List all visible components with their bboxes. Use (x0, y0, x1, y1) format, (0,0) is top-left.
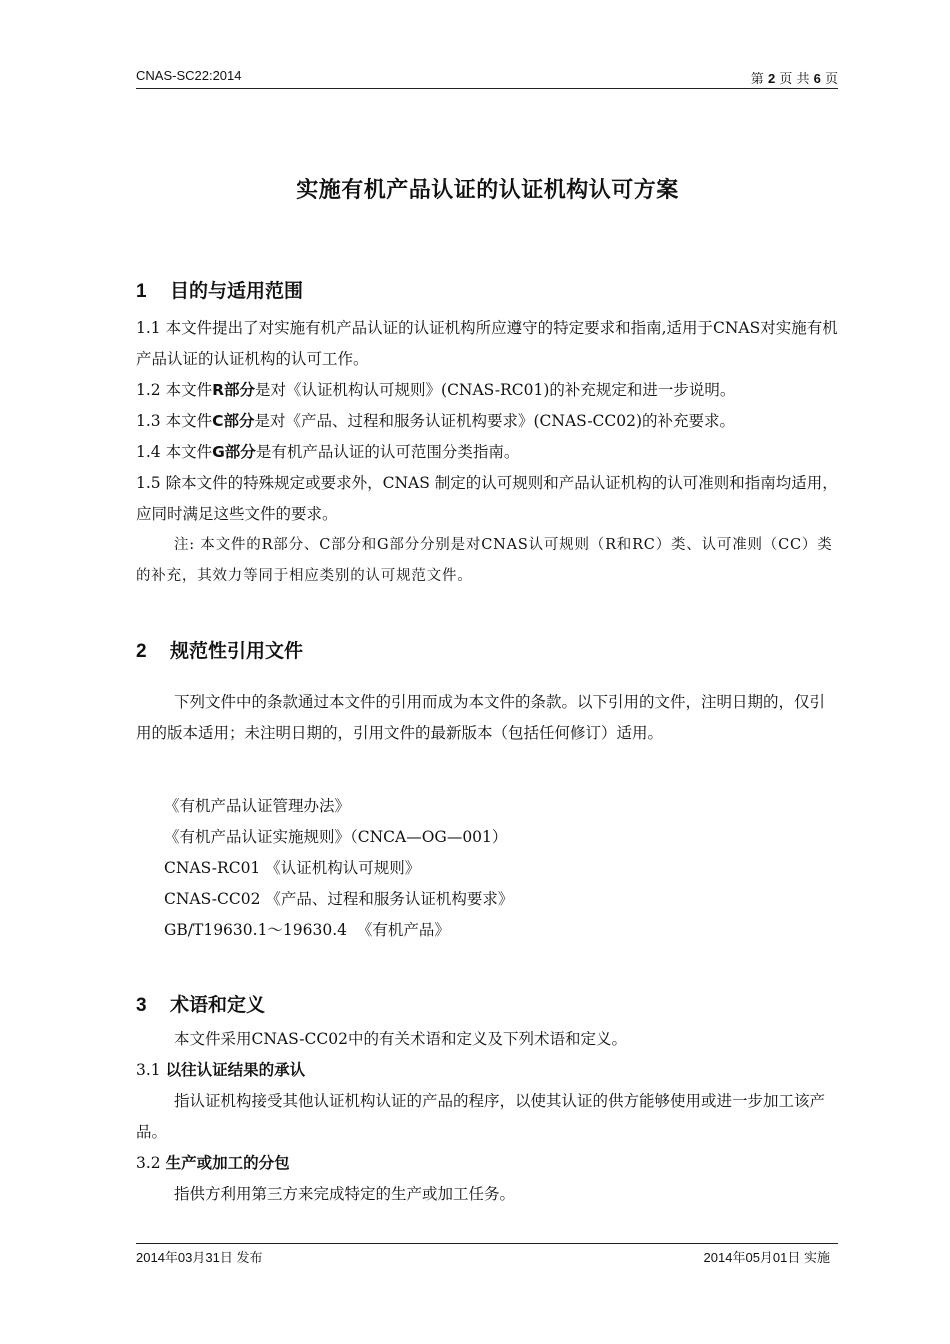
reference-item: CNAS-CC02 《产品、过程和服务认证机构要求》 (164, 890, 514, 908)
reference-item: 《有机产品认证管理办法》 (164, 797, 351, 815)
page-header (136, 66, 838, 89)
clause-1-3: 1.3 本文件C部分是对《产品、过程和服务认证机构要求》(CNAS-CC02)的补充要求。 (136, 412, 736, 430)
page-total: 6 (813, 71, 821, 86)
reference-item: GB/T19630.1～19630.4 《有机产品》 (164, 921, 450, 939)
page-indicator: 第 2 页 共 6 页 (750, 71, 838, 87)
page-footer (136, 1243, 838, 1268)
reference-list (164, 791, 513, 946)
clause-1-2: 1.2 本文件R部分是对《认证机构认可规则》(CNAS-RC01)的补充规定和进一步说明。 (136, 381, 736, 399)
section-2-intro: 下列文件中的条款通过本文件的引用而成为本文件的条款。以下引用的文件，注明日期的，仅引用的版本适用；未注明日期的，引用文件的最新版本（包括任何修订）适用。 (136, 693, 826, 742)
section-3-intro: 本文件采用CNAS-CC02中的有关术语和定义及下列术语和定义。 (174, 1030, 627, 1048)
clause-1-5: 1.5 除本文件的特殊规定或要求外，CNAS 制定的认可规则和产品认证机构的认可准则和指南均适用，应同时满足这些文件的要求。 (136, 474, 838, 523)
effective-date: 2014年05月01日 实施 (703, 1250, 830, 1265)
section-2-heading: 2 规范性引用文件 (136, 640, 304, 662)
page-number: 2 (767, 71, 776, 86)
term-3-2: 3.2 生产或加工的分包 (136, 1154, 290, 1172)
reference-item: 《有机产品认证实施规则》（CNCA—OG—001） (164, 828, 508, 846)
term-3-1-definition: 指认证机构接受其他认证机构认证的产品的程序，以使其认证的供方能够使用或进一步加工该产品。 (136, 1092, 826, 1141)
reference-item: CNAS-RC01 《认证机构认可规则》 (164, 859, 421, 877)
term-3-1: 3.1 以往认证结果的承认 (136, 1061, 306, 1079)
term-3-2-definition: 指供方利用第三方来完成特定的生产或加工任务。 (174, 1185, 516, 1203)
section-3-heading: 3 术语和定义 (136, 994, 266, 1016)
clause-1-4: 1.4 本文件G部分是有机产品认证的认可范围分类指南。 (136, 443, 520, 461)
document-title: 实施有机产品认证的认证机构认可方案 (296, 178, 679, 203)
note: 注: 本文件的R部分、C部分和G部分分别是对CNAS认可规则（R和RC）类、认可准则（CC）类的补充，其效力等同于相应类别的认可规范文件。 (136, 537, 833, 584)
clause-1-1: 1.1 本文件提出了对实施有机产品认证的认证机构所应遵守的特定要求和指南,适用于CNAS对实施有机产品认证的认证机构的认可工作。 (136, 319, 838, 368)
publish-date: 2014年03月31日 发布 (136, 1250, 263, 1265)
doc-code: CNAS-SC22:2014 (136, 68, 242, 83)
section-1-heading: 1 目的与适用范围 (136, 280, 304, 302)
